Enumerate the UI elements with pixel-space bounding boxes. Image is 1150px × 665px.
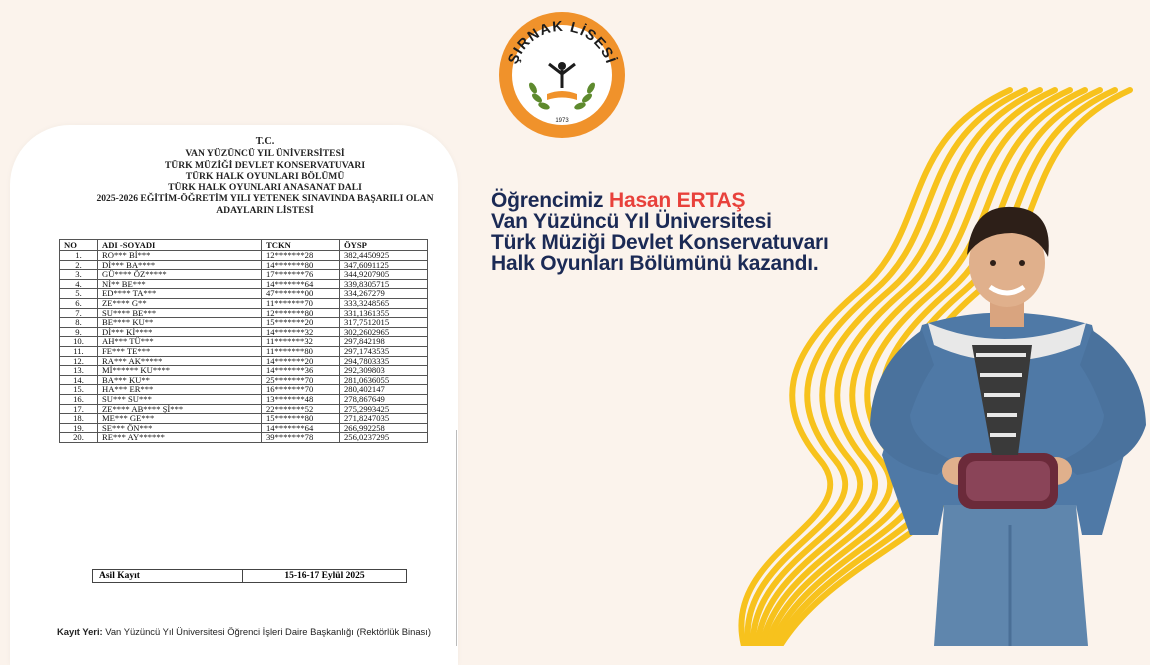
row-tckn: 14*******20 — [262, 356, 340, 366]
row-number: 17. — [60, 404, 98, 414]
school-logo — [497, 10, 627, 140]
row-number: 19. — [60, 423, 98, 433]
row-name: BA*** KU** — [98, 375, 262, 385]
table-row — [60, 385, 428, 395]
row-score: 344,9207905 — [340, 270, 428, 280]
logo-text: ŞIRNAK LİSESİ — [505, 18, 619, 67]
row-tckn: 25*******70 — [262, 375, 340, 385]
row-number: 1. — [60, 251, 98, 261]
row-score: 281,0636055 — [340, 375, 428, 385]
row-name: BE**** KU** — [98, 318, 262, 328]
row-name: HA*** ER*** — [98, 385, 262, 395]
table-row — [60, 289, 428, 299]
row-number: 6. — [60, 298, 98, 308]
row-score: 302,2602965 — [340, 327, 428, 337]
table-row — [60, 423, 428, 433]
announcement-line: Türk Müziği Devlet Konservatuvarı — [491, 231, 829, 254]
row-number: 11. — [60, 346, 98, 356]
row-score: 347,6091125 — [340, 260, 428, 270]
table-row — [60, 260, 428, 270]
announcement-line: Van Yüzüncü Yıl Üniversitesi — [491, 210, 772, 233]
results-table — [59, 239, 428, 443]
row-tckn: 14*******80 — [262, 260, 340, 270]
table-row — [60, 270, 428, 280]
column-header-tckn: TCKN — [262, 240, 340, 251]
registration-place-text: Van Yüzüncü Yıl Üniversitesi Öğrenci İşleri Daire Başkanlığı (Rektörlük Binası) — [102, 626, 431, 637]
row-name: SU**** BE*** — [98, 308, 262, 318]
row-name: Mİ****** KU**** — [98, 366, 262, 376]
row-score: 297,842198 — [340, 337, 428, 347]
row-name: ME*** GE*** — [98, 414, 262, 424]
row-score: 331,1361355 — [340, 308, 428, 318]
row-score: 280,402147 — [340, 385, 428, 395]
row-tckn: 39*******78 — [262, 433, 340, 443]
row-tckn: 11*******70 — [262, 298, 340, 308]
row-number: 16. — [60, 394, 98, 404]
row-score: 275,2993425 — [340, 404, 428, 414]
column-header-no: NO — [60, 240, 98, 251]
table-row — [60, 308, 428, 318]
row-name: ZE**** G** — [98, 298, 262, 308]
row-number: 18. — [60, 414, 98, 424]
student-photo-icon — [862, 205, 1150, 646]
row-score: 382,4450925 — [340, 251, 428, 261]
registration-table — [92, 569, 407, 583]
registration-dates: 15-16-17 Eylül 2025 — [243, 570, 407, 583]
row-tckn: 47*******00 — [262, 289, 340, 299]
row-name: Dİ*** BA**** — [98, 260, 262, 270]
table-row — [60, 251, 428, 261]
row-score: 333,3248565 — [340, 298, 428, 308]
table-row — [60, 366, 428, 376]
row-score: 334,267279 — [340, 289, 428, 299]
row-number: 7. — [60, 308, 98, 318]
header-line: T.C. — [255, 136, 275, 147]
row-tckn: 16*******70 — [262, 385, 340, 395]
row-number: 20. — [60, 433, 98, 443]
row-name: SE*** ÖN*** — [98, 423, 262, 433]
row-tckn: 14*******64 — [262, 279, 340, 289]
row-tckn: 11*******32 — [262, 337, 340, 347]
table-row — [60, 404, 428, 414]
header-line: ADAYLARIN LİSTESİ — [216, 204, 314, 216]
table-header-row — [60, 240, 428, 251]
row-tckn: 17*******76 — [262, 270, 340, 280]
header-line: TÜRK HALK OYUNLARI BÖLÜMÜ — [185, 170, 345, 182]
student-name: Hasan ERTAŞ — [609, 189, 746, 212]
row-number: 4. — [60, 279, 98, 289]
table-row — [60, 279, 428, 289]
table-row — [60, 356, 428, 366]
header-line: VAN YÜZÜNCÜ YIL ÜNİVERSİTESİ — [185, 148, 345, 160]
row-score: 292,309803 — [340, 366, 428, 376]
row-tckn: 11*******80 — [262, 346, 340, 356]
row-tckn: 22*******52 — [262, 404, 340, 414]
row-number: 14. — [60, 375, 98, 385]
row-tckn: 12*******28 — [262, 251, 340, 261]
row-number: 12. — [60, 356, 98, 366]
row-name: ED**** TA*** — [98, 289, 262, 299]
row-tckn: 15*******80 — [262, 414, 340, 424]
row-name: RA*** AK***** — [98, 356, 262, 366]
row-number: 10. — [60, 337, 98, 347]
row-name: Nİ** BE*** — [98, 279, 262, 289]
row-number: 15. — [60, 385, 98, 395]
row-number: 13. — [60, 366, 98, 376]
row-name: SU*** SU*** — [98, 394, 262, 404]
announcement-prefix: Öğrencimiz — [491, 189, 609, 212]
row-number: 2. — [60, 260, 98, 270]
row-score: 294,7803335 — [340, 356, 428, 366]
column-header-name: ADI -SOYADI — [98, 240, 262, 251]
announcement-line: Halk Oyunları Bölümünü kazandı. — [491, 252, 819, 275]
table-row — [60, 414, 428, 424]
header-line: 2025-2026 EĞİTİM-ÖĞRETİM YILI YETENEK SINAVINDA BAŞARILI OLAN — [96, 193, 434, 205]
row-score: 278,867649 — [340, 394, 428, 404]
table-row — [60, 337, 428, 347]
document-header — [40, 136, 490, 216]
row-number: 5. — [60, 289, 98, 299]
table-row — [60, 318, 428, 328]
row-name: RE*** AY****** — [98, 433, 262, 443]
row-score: 266,992258 — [340, 423, 428, 433]
registration-place — [57, 626, 431, 637]
column-header-score: ÖYSP — [340, 240, 428, 251]
row-score: 339,8305715 — [340, 279, 428, 289]
row-number: 8. — [60, 318, 98, 328]
row-score: 256,0237295 — [340, 433, 428, 443]
row-number: 9. — [60, 327, 98, 337]
table-row — [60, 327, 428, 337]
row-name: ZE**** AB**** Şİ*** — [98, 404, 262, 414]
row-name: FE*** TE*** — [98, 346, 262, 356]
row-score: 297,1743535 — [340, 346, 428, 356]
row-tckn: 14*******32 — [262, 327, 340, 337]
header-line: TÜRK HALK OYUNLARI ANASANAT DALI — [168, 182, 362, 194]
row-tckn: 12*******80 — [262, 308, 340, 318]
row-score: 271,8247035 — [340, 414, 428, 424]
table-row — [60, 433, 428, 443]
table-row — [60, 394, 428, 404]
row-name: GÜ**** ÖZ***** — [98, 270, 262, 280]
row-score: 317,7512015 — [340, 318, 428, 328]
row-name: Dİ*** Kİ**** — [98, 327, 262, 337]
row-tckn: 13*******48 — [262, 394, 340, 404]
row-tckn: 14*******36 — [262, 366, 340, 376]
logo-year: 1973 — [555, 118, 569, 124]
row-tckn: 14*******64 — [262, 423, 340, 433]
header-line: TÜRK MÜZİĞİ DEVLET KONSERVATUVARI — [164, 159, 366, 171]
registration-place-label: Kayıt Yeri: — [57, 626, 103, 637]
table-row — [60, 298, 428, 308]
row-tckn: 15*******20 — [262, 318, 340, 328]
row-name: AH*** TÜ*** — [98, 337, 262, 347]
row-number: 3. — [60, 270, 98, 280]
document-edge — [456, 430, 457, 646]
registration-label: Asil Kayıt — [93, 570, 243, 583]
table-row — [60, 375, 428, 385]
row-name: RO*** Bİ*** — [98, 251, 262, 261]
table-row — [60, 346, 428, 356]
announcement — [491, 190, 921, 274]
